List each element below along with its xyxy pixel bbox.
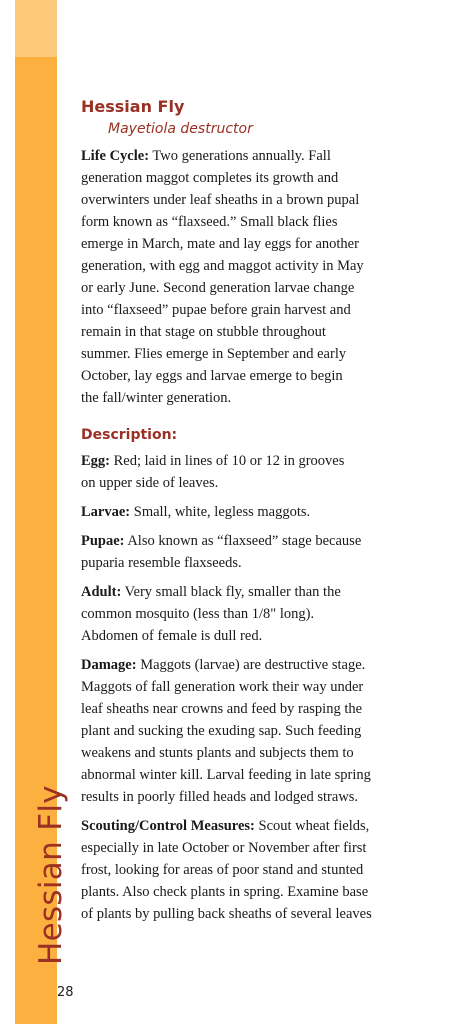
- life-cycle-line: or early June. Second generation larvae change: [81, 280, 355, 296]
- damage-paragraph: [81, 654, 446, 808]
- life-cycle-line: into “flaxseed” pupae before grain harvest and: [81, 302, 351, 318]
- damage-line: abnormal winter kill. Larval feeding in late spring: [81, 767, 371, 783]
- egg-line: on upper side of leaves.: [81, 475, 219, 491]
- egg-paragraph: [81, 450, 446, 494]
- life-cycle-line: generation, with egg and maggot activity in May: [81, 258, 364, 274]
- scouting-label: Scouting/Control Measures:: [81, 818, 255, 834]
- egg-label: Egg:: [81, 453, 110, 469]
- pupae-label: Pupae:: [81, 533, 125, 549]
- larvae-line: Small, white, legless maggots.: [133, 504, 311, 520]
- pupae-line: Also known as “flaxseed” stage because: [127, 533, 362, 549]
- damage-line: Maggots (larvae) are destructive stage.: [140, 657, 366, 673]
- scouting-paragraph: [81, 815, 446, 925]
- adult-line: Very small black fly, smaller than the: [124, 584, 341, 600]
- life-cycle-line: emerge in March, mate and lay eggs for another: [81, 236, 359, 252]
- adult-paragraph: [81, 581, 446, 647]
- adult-line: common mosquito (less than 1/8" long).: [81, 606, 315, 622]
- scouting-line: especially in late October or November after first: [81, 840, 367, 856]
- damage-line: results in poorly filled heads and lodged straws.: [81, 789, 359, 805]
- scientific-name: Mayetiola destructor: [108, 121, 253, 137]
- scouting-line: of plants by pulling back sheaths of several leaves: [81, 906, 372, 922]
- pest-name: Hessian Fly: [81, 97, 185, 116]
- damage-line: Maggots of fall generation work their way under: [81, 679, 364, 695]
- adult-label: Adult:: [81, 584, 122, 600]
- larvae-paragraph: [81, 501, 446, 523]
- side-bar-top-block: [15, 0, 57, 57]
- adult-line: Abdomen of female is dull red.: [81, 628, 263, 644]
- pupae-paragraph: [81, 530, 446, 574]
- page-number: 28: [57, 985, 74, 1000]
- page-content: [81, 96, 446, 925]
- life-cycle-label: Life Cycle:: [81, 148, 150, 164]
- scouting-line: plants. Also check plants in spring. Examine base: [81, 884, 369, 900]
- damage-line: weakens and stunts plants and subjects them to: [81, 745, 354, 761]
- larvae-label: Larvae:: [81, 504, 131, 520]
- damage-label: Damage:: [81, 657, 137, 673]
- scouting-line: frost, looking for areas of poor stand and stunted: [81, 862, 364, 878]
- egg-line: Red; laid in lines of 10 or 12 in grooves: [113, 453, 345, 469]
- side-title: Hessian Fly: [33, 785, 69, 965]
- description-heading: Description:: [81, 427, 178, 443]
- pupae-line: puparia resemble flaxseeds.: [81, 555, 242, 571]
- life-cycle-line: October, lay eggs and larvae emerge to begin: [81, 368, 343, 384]
- life-cycle-line: Two generations annually. Fall: [152, 148, 331, 164]
- life-cycle-line: form known as “flaxseed.” Small black flies: [81, 214, 338, 230]
- scouting-line: Scout wheat fields,: [258, 818, 370, 834]
- life-cycle-paragraph: [81, 145, 446, 409]
- life-cycle-line: summer. Flies emerge in September and early: [81, 346, 347, 362]
- life-cycle-line: the fall/winter generation.: [81, 390, 232, 406]
- life-cycle-line: generation maggot completes its growth and: [81, 170, 339, 186]
- life-cycle-line: remain in that stage on stubble throughout: [81, 324, 326, 340]
- damage-line: plant and sucking the exuding sap. Such feeding: [81, 723, 362, 739]
- life-cycle-line: overwinters under leaf sheaths in a brown pupal: [81, 192, 360, 208]
- damage-line: leaf sheaths near crowns and feed by rasping the: [81, 701, 363, 717]
